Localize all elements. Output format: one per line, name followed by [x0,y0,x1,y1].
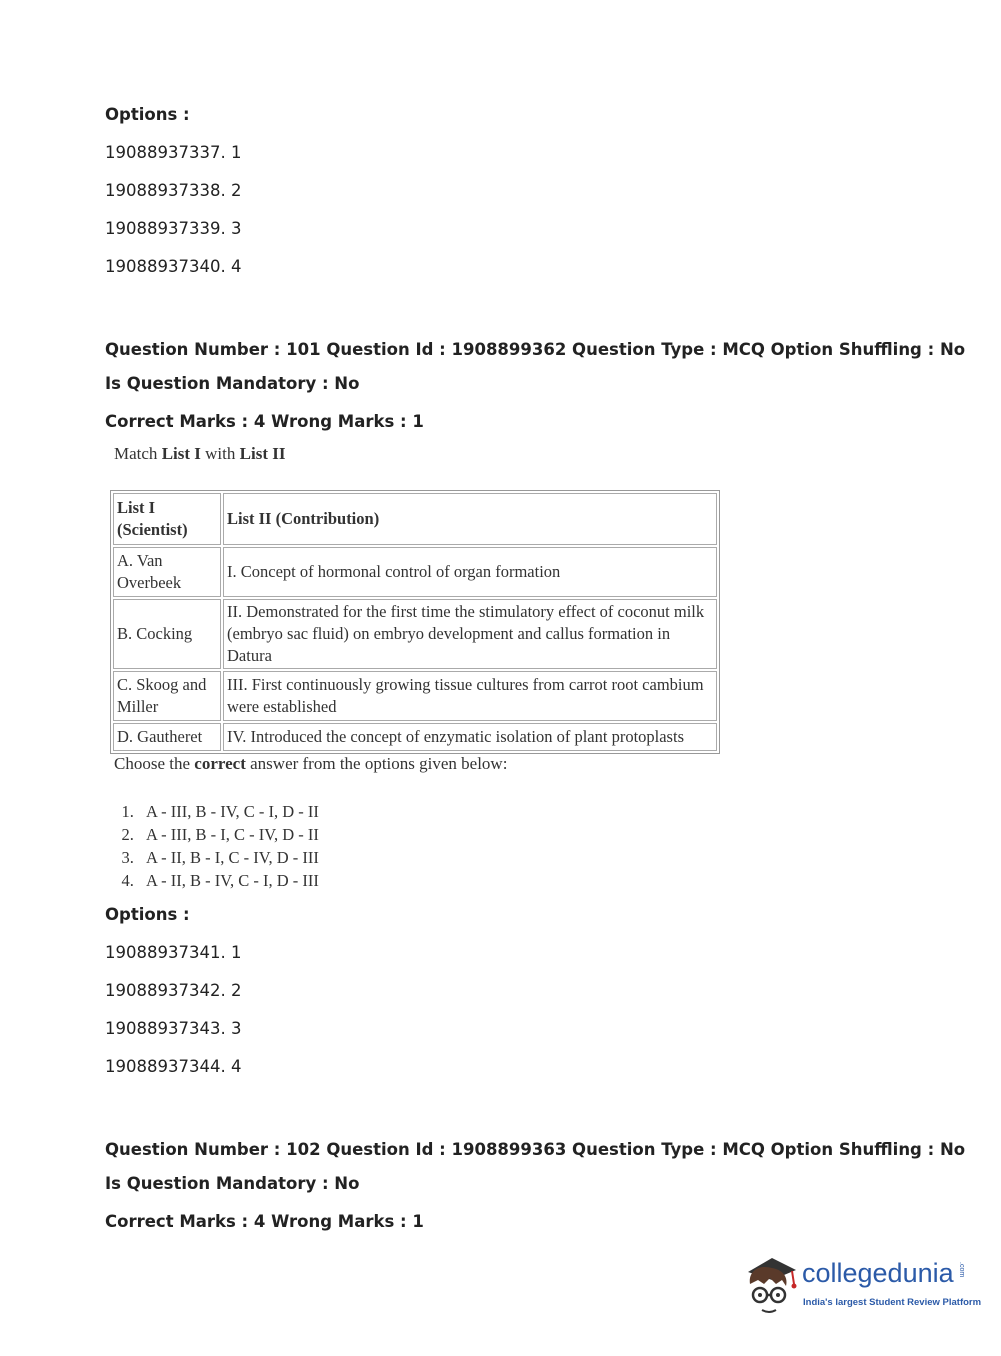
question-intro: Match List I with List II [114,444,286,463]
option-item: 19088937338. 2 [105,181,242,200]
table-row [113,671,717,721]
table-row [113,547,717,597]
question-header: Question Number : 101 Question Id : 1908899362 Question Type : MCQ Option Shuffling : No [105,340,966,359]
table-row [113,723,717,751]
logo-name: collegedunia [802,1258,954,1288]
answer-item: 2. A - III, B - I, C - IV, D - II [138,823,319,846]
collegedunia-logo [742,1250,982,1320]
answer-item: 3. A - II, B - I, C - IV, D - III [138,846,319,869]
table-cell: D. Gautheret [113,723,221,751]
option-item: 19088937344. 4 [105,1057,242,1076]
table-header-row [113,493,717,545]
options-label: Options : [105,105,190,124]
question-header: Question Number : 102 Question Id : 1908899363 Question Type : MCQ Option Shuffling : No [105,1140,966,1159]
answer-item: 1. A - III, B - IV, C - I, D - II [138,800,319,823]
choose-instruction: Choose the correct answer from the options given below: [114,754,508,773]
question-mandatory: Is Question Mandatory : No [105,374,360,393]
logo-tagline: India's largest Student Review Platform [803,1297,982,1308]
answer-list [116,800,319,892]
mascot-icon [742,1250,802,1320]
match-table [110,490,720,754]
option-item: 19088937340. 4 [105,257,242,276]
table-cell: II. Demonstrated for the first time the stimulatory effect of coconut milk (embryo sac fluid) on embryo development and callus formation in Datura [223,599,717,669]
option-item: 19088937342. 2 [105,981,242,1000]
table-header-cell: List I (Scientist) [113,493,221,545]
table-cell: IV. Introduced the concept of enzymatic isolation of plant protoplasts [223,723,717,751]
table-cell: III. First continuously growing tissue cultures from carrot root cambium were established [223,671,717,721]
table-row [113,599,717,669]
question-mandatory: Is Question Mandatory : No [105,1174,360,1193]
logo-suffix: .com [958,1262,965,1278]
option-item: 19088937341. 1 [105,943,242,962]
table-cell: C. Skoog and Miller [113,671,221,721]
option-item: 19088937343. 3 [105,1019,242,1038]
table-cell: A. Van Overbeek [113,547,221,597]
question-marks: Correct Marks : 4 Wrong Marks : 1 [105,412,424,431]
option-item: 19088937339. 3 [105,219,242,238]
question-marks: Correct Marks : 4 Wrong Marks : 1 [105,1212,424,1231]
options-label: Options : [105,905,190,924]
option-item: 19088937337. 1 [105,143,242,162]
answer-item: 4. A - II, B - IV, C - I, D - III [138,869,319,892]
table-cell: B. Cocking [113,599,221,669]
table-cell: I. Concept of hormonal control of organ formation [223,547,717,597]
table-header-cell: List II (Contribution) [223,493,717,545]
